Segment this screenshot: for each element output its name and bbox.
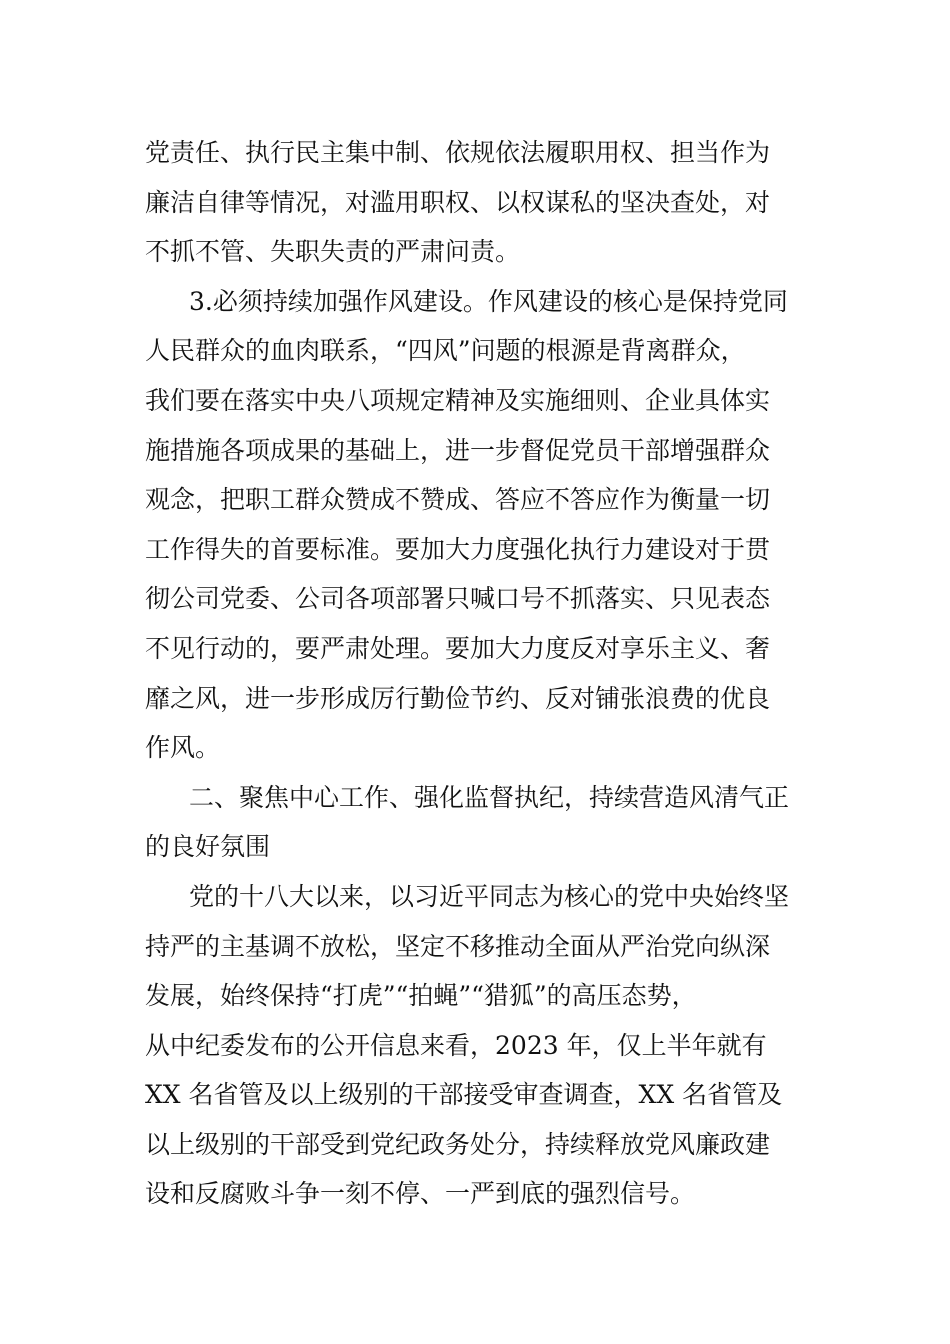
- document-body: [145, 128, 810, 1219]
- text-line: 彻公司党委、公司各项部署只喊口号不抓落实、只见表态: [145, 584, 771, 614]
- text-line: 廉洁自律等情况，对滥用职权、以权谋私的坚决查处，对: [145, 187, 771, 217]
- chapter-heading-line: 二、聚焦中心工作、强化监督执纪，持续营造风清气正: [189, 782, 790, 812]
- text-line: 人民群众的血肉联系，“四风”问题的根源是背离群众，: [145, 336, 746, 366]
- text-line: XX 名省管及以上级别的干部接受审查调查，XX 名省管及: [145, 1080, 783, 1110]
- text-line: 从中纪委发布的公开信息来看，2023 年，仅上半年就有: [145, 1030, 767, 1060]
- text-line: 我们要在落实中央八项规定精神及实施细则、企业具体实: [145, 385, 771, 415]
- text-line: 观念，把职工群众赞成不赞成、答应不答应作为衡量一切: [145, 485, 771, 515]
- section-heading-line: 3.必须持续加强作风建设。作风建设的核心是保持党同: [189, 286, 788, 316]
- chapter-heading-line: 的良好氛围: [145, 832, 271, 862]
- text-line: 党的十八大以来，以习近平同志为核心的党中央始终坚: [189, 881, 790, 911]
- text-line: 持严的主基调不放松，坚定不移推动全面从严治党向纵深: [145, 931, 771, 961]
- text-line: 靡之风，进一步形成厉行勤俭节约、反对铺张浪费的优良: [145, 683, 771, 713]
- text-line: 发展，始终保持“打虎”“拍蝇”“猎狐”的高压态势，: [145, 981, 697, 1011]
- text-line: 不抓不管、失职失责的严肃问责。: [145, 237, 521, 267]
- text-line: 施措施各项成果的基础上，进一步督促党员干部增强群众: [145, 435, 771, 465]
- text-line: 作风。: [145, 733, 221, 763]
- text-line: 不见行动的，要严肃处理。要加大力度反对享乐主义、奢: [145, 633, 771, 663]
- text-line: 工作得失的首要标准。要加大力度强化执行力建设对于贯: [145, 534, 771, 564]
- text-line: 以上级别的干部受到党纪政务处分，持续释放党风廉政建: [145, 1129, 771, 1159]
- text-line: 党责任、执行民主集中制、依规依法履职用权、担当作为: [145, 138, 771, 167]
- text-line: 设和反腐败斗争一刻不停、一严到底的强烈信号。: [145, 1179, 696, 1209]
